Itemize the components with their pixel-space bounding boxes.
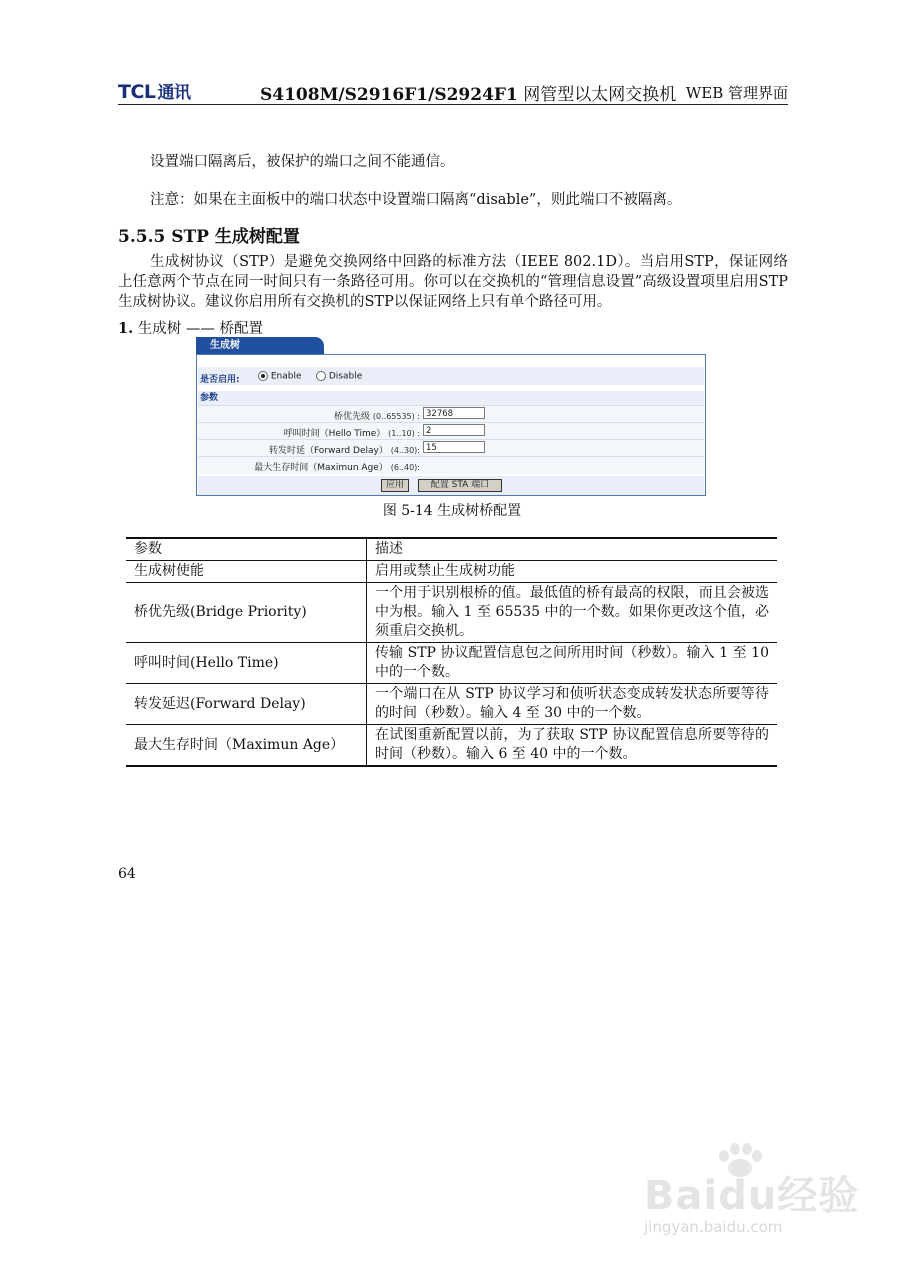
priority-input[interactable]: 32768 [423,407,485,419]
watermark-url: jingyan.baidu.com [644,1218,783,1236]
row-desc: 在试图重新配置以前，为了获取 STP 协议配置信息所要等待的时间（秒数）。输入 6 至 40 中的一个数。 [367,725,778,767]
param-row-maxage [198,456,704,474]
param-label [334,409,420,422]
param-range: (1..10) : [388,429,420,438]
param-label [254,460,420,473]
forward-delay-input[interactable]: 15 [423,441,485,453]
hello-time-input[interactable]: 2 [423,424,485,436]
param-range: (4..30): [390,446,420,455]
panel-tab[interactable]: 生成树 [196,337,324,355]
apply-button[interactable]: 应用 [381,479,409,492]
subheading-number: 1. [118,320,134,337]
row-param: 生成树使能 [126,561,367,583]
table-row [126,684,777,725]
subheading [118,317,263,338]
baidu-watermark [640,1140,860,1250]
table-row [126,643,777,684]
param-row-hello [198,422,704,440]
param-range: (6..40): [390,463,420,472]
param-header: 参数 [198,391,704,405]
paragraph-isolation: 设置端口隔离后，被保护的端口之间不能通信。 [150,154,455,170]
table-row [126,561,777,583]
header-param: 参数 [126,538,367,561]
disable-radio[interactable] [316,371,326,381]
tcl-logo [118,78,191,103]
enable-radio[interactable] [258,371,268,381]
table-row [126,725,777,767]
disable-option-label: Disable [328,371,363,382]
enable-row [198,367,704,385]
row-desc: 一个用于识别根桥的值。最低值的桥有最高的权限，而且会被选中为根。输入 1 至 65535 中的一个数。如果你更改这个值，必须重启交换机。 [367,583,778,643]
param-name: 呼叫时间（Hello Time） [283,429,386,439]
panel-body [196,354,706,496]
logo-cn: 通讯 [157,83,191,103]
row-desc: 传输 STP 协议配置信息包之间所用时间（秒数）。输入 1 至 10 中的一个数。 [367,643,778,684]
enable-label: 是否启用: [200,375,240,385]
model-name: S4108M/S2916F1/S2924F1 [260,85,518,105]
config-sta-port-button[interactable]: 配置 STA 端口 [418,479,502,492]
section-heading: 5.5.5 STP 生成树配置 [118,227,300,247]
row-desc: 一个端口在从 STP 协议学习和侦听状态变成转发状态所要等待的时间（秒数）。输入 4 至 30 中的一个数。 [367,684,778,725]
row-param: 呼叫时间(Hello Time) [126,643,367,684]
row-param: 桥优先级(Bridge Priority) [126,583,367,643]
section-name: WEB 管理界面 [685,84,788,102]
parameter-table [126,537,777,767]
button-row [198,476,704,495]
document-title [260,80,676,105]
logo-latin: TCL [118,81,156,103]
disable-radio-group [316,371,362,382]
watermark-brand: Baidu经验 [644,1173,860,1219]
param-range: (0..65535) : [372,412,420,421]
paragraph-note: 注意：如果在主面板中的端口状态中设置端口隔离“disable”，则此端口不被隔离。 [150,192,682,208]
page-header [118,74,788,105]
header-desc: 描述 [367,538,778,561]
table-header-row [126,538,777,561]
enable-radio-group [258,371,302,382]
figure-caption: 图 5-14 生成树桥配置 [382,503,522,519]
param-label [284,426,420,439]
param-name: 桥优先级 [334,412,371,422]
intro-paragraph: 生成树协议（STP）是避免交换网络中回路的标准方法（IEEE 802.1D）。当启用STP，保证网络上任意两个节点在同一时间只有一条路径可用。你可以在交换机的“管理信息设置”高级设置项里启用STP生成树协议。建议你启用所有交换机的STP以保证网络上只有单个路径可用。 [118,254,788,310]
param-row-priority [198,405,704,423]
param-name: 最大生存时间（Maximun Age） [254,463,388,473]
subheading-text: 生成树 —— 桥配置 [133,321,263,337]
row-param: 最大生存时间（Maximun Age） [126,725,367,767]
param-name: 转发时延（Forward Delay） [268,446,388,456]
product-name: 网管型以太网交换机 [517,85,677,105]
page-number: 64 [118,866,136,882]
param-label [269,443,420,456]
stp-config-panel [196,337,708,499]
row-param: 转发延迟(Forward Delay) [126,684,367,725]
row-desc: 启用或禁止生成树功能 [367,561,778,583]
param-row-forward [198,439,704,457]
enable-option-label: Enable [270,371,302,382]
table-row [126,583,777,643]
